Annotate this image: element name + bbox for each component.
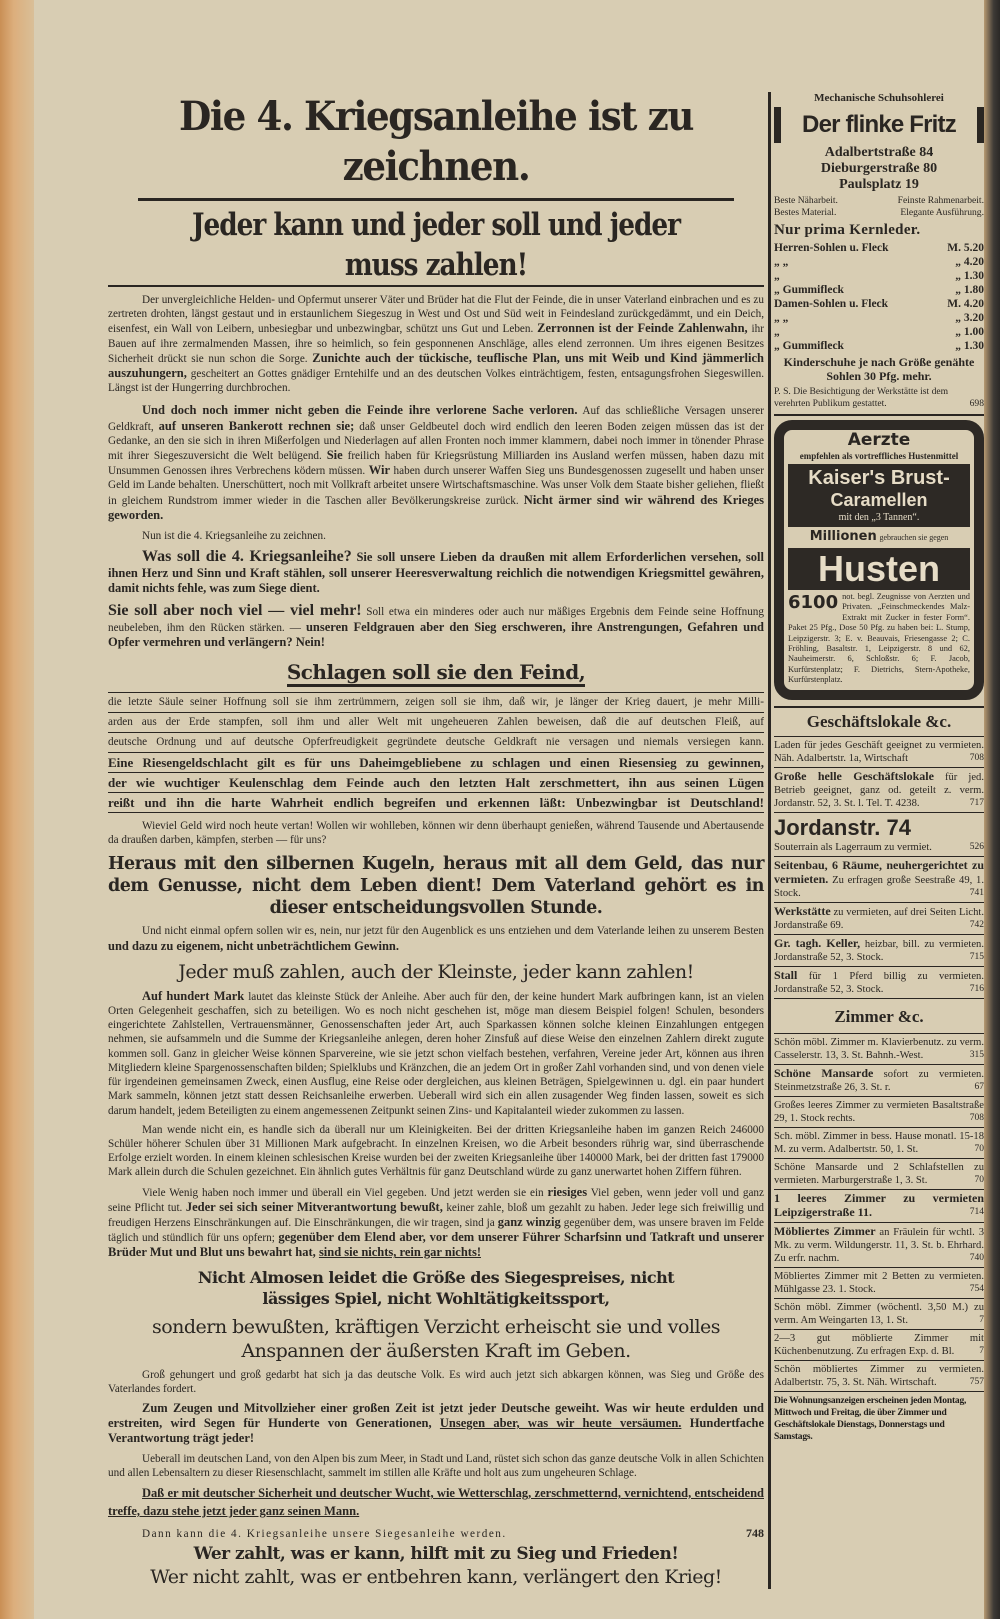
ad-code: 708 [969,752,984,763]
ad-text: für jed. Betrieb geeignet, ganz od. geteilt z. verm. Jordanstr. 52, 3. St. l. Tel. T. 4238. [774,771,984,809]
text-run: Jeder sei sich seiner Mitverantwortung bewußt, [185,1199,443,1214]
title-rule [138,198,734,201]
article-subtitle: Jeder kann und jeder soll und jeder muss zahlen! [192,207,680,283]
ad-text: Zu erfragen große Seestraße 49, 1. Stock. [774,874,984,899]
price-row [774,297,984,311]
ad-headline: Möbliertes Zimmer [774,1223,876,1238]
text-run: Sie soll unsere Lieben da draußen mit allem Erforderlichen versehen, soll ihnen Herz und Sinn und Kraft stählen, soll unserer Heeresverwaltung reichlich die notwendigen Kriegsmittel gewähren, damit nichts fehle, was zum Siege dient. [108,550,764,596]
classified-ad [774,1034,984,1065]
classified-ad [774,1159,984,1190]
ad-text: Souterrain als Lagerraum zu vermiet. [774,841,932,853]
paragraph-9 [108,1123,764,1180]
ad-headline: Große helle Geschäftslokale [774,768,934,783]
paragraph-13 [108,1452,764,1480]
closing-line-2: Wer nicht zahlt, was er entbehren kann, verlängert den Krieg! [150,1566,722,1589]
text-run: Und doch noch immer nicht geben die Feinde ihre verlorene Sache verloren. [142,403,578,418]
ad-flinke-fritz: Mechanische Schuhsohlerei Der flinke Fritz Adalbertstraße 84 Dieburgerstraße 80 Paulsplatz 19 Beste Näharbeit. Feinste Rahmenarbeit. Bestes Material. Elegante Ausführung. Nur prima Kernleder. Herren-Sohlen u. Fleck M. 5.20 „ „ „ 4.20 „ „ 1.30 „ Gummifleck „ 1.80 Damen-Sohlen u. Fleck M. 4.20 „ „ „ 3.20 „ „ 1.00 „ Gummifleck „ 1.30 Kinderschuhe je nach Größe genähte Sohlen 30 Pfg. mehr. P. S. Die Besichtigung der Werkstätte ist dem verehrten Publikum gestattet. 698 [774,92,984,416]
highlight-box [108,692,764,813]
text-run: ihr Bauen auf ihre zermalmenden Massen, ihre so heimlich, so fein gesponnenen Anschläge, alles elend zerronnen. Um ihres eigenen Besitzes Sicherheit drückt sie nun schon die Sorge. [108,323,764,365]
price-item: „ „ [774,256,789,268]
text-run: gegenüber dem, was unsere braven im Felde täglich und stündlich für uns opfern; [108,1216,764,1245]
paragraph-14 [108,1485,764,1521]
classified-ad [774,1128,984,1159]
ad-headline: Seitenbau, 6 Räume, neuhergerichtet zu vermieten. [774,857,984,886]
highlight-line: deutsche Ordnung und auf deutsche Opferfreudigkeit gegründete deutsche Geldkraft nie versagen und niemals versiegen kann. [108,733,764,753]
address-line: Adalbertstraße 84 [824,145,934,160]
paragraph-8 [108,989,764,1118]
text-run: Auf das schließliche Versagen unserer Geldkraft, [108,405,764,433]
ad-headline: 1 leeres Zimmer zu vermieten Leipzigerstraße 11. [774,1190,984,1219]
price-row [774,325,984,339]
classified-ad [774,903,984,935]
text-run: Was soll die 4. Kriegsanleihe? [142,548,352,566]
ad-code: 315 [969,1049,984,1060]
classified-ad [774,967,984,999]
ad-code: 67 [974,1081,984,1092]
highlight-line: arden aus der Erde stampfen, soll ihm und aller Welt mit ungeheueren Zahlen beweisen, daß die auf deutschen Fleiß, auf [108,713,764,733]
ad-code: 740 [969,1252,984,1263]
price-item: „ „ [774,312,789,324]
text-run: Zum Zeugen und Mitvollzieher einer großen Zeit ist jetzt jeder Deutsche geweiht. Was wir heute erdulden und erstreiten, wird Segen für Hunderte von Generationen, [108,1400,764,1431]
heading-jeder: Jeder muß zahlen, auch der Kleinste, jeder kann zahlen! [178,960,694,983]
paragraph-2 [108,403,764,523]
price-row [774,283,984,297]
price-item: „ Gummifleck [774,284,844,296]
column-divider [768,92,771,1589]
ad-code: 70 [974,1174,984,1185]
text-run: Hundertfache Verantwortung trägt jeder! [108,1416,764,1446]
ad-headline: Stall [774,967,798,982]
address-line: Paulsplatz 19 [839,177,919,192]
text-run: Soll etwa ein minderes oder auch nur mäßiges Ergebnis dem Feinde seine Hoffnung neubeleben, ihm den Rücken stärken. — [108,605,764,634]
page-number: 748 [746,1525,764,1540]
main-article [108,92,764,1589]
feature: Bestes Material. [774,207,837,218]
section-zimmer: Zimmer &c. Schön möbl. Zimmer m. Klavierbenutz. zu verm. Casselerstr. 13, 3. St. Bahnh.-West. 315 Schöne Mansarde sofort zu vermieten. Steinmetzstraße 26, 3. St. r. 67 Großes leeres Zimmer zu vermieten Basaltstraße 29, 1. Stock rechts. 708 Sch. möbl. Zimmer in bess. Hause monatl. 15-18 M. zu verm. Adalbertstr. 50, 1. St. 70 Schöne Mansarde und 2 Schlafstellen zu vermieten. Marburgerstraße 1, 3. St. 70 1 leeres Zimmer zu vermieten Leipzigerstraße 11. 714 Möbliertes Zimmer an Fräulein für wchtl. 3 Mk. zu verm. Wildungerstr. 11, 3. St. b. Ehrhard. Zu erfr. nachm. 740 Möbliertes Zimmer mit 2 Betten zu vermieten. Mühlgasse 23. 1. Stock. 754 Schön möbl. Zimmer (wöchentl. 3,50 M.) zu verm. Am Weingarten 13, 1. St. 7 2—3 gut möblierte Zimmer mit Küchenbenutzung. Zu erfragen Exp. d. Bl. 7 Schön möbliertes Zimmer zu vermieten. Adalbertstr. 75, 3. St. Näh. Wirtschaft. 757 Die Wohnungsanzeigen erscheinen jeden Montag, Mittwoch und Freitag, die über Zimmer und Geschäftslokale Dienstags, Donnerstags und Samstags. [774,1003,984,1443]
ad-kaiser-caramellen: Aerzte empfehlen als vortreffliches Hustenmittel Kaiser's Brust- Caramellen mit den „3 Tannen“. Millionen gebrauchen sie gegen Husten 6100 not. begl. Zeugnisse von Aerzten und Privaten. „Feinschmeckendes Malz-Extrakt mit Zucker in fester Form“. Paket 25 Pfg., Dose 50 Pfg. zu haben bei: L. Stump, Leipzigerstr. 3; E. v. Beauvais, Friesengasse 2; C. Fröhling, Basaltstr. 1, Leipzigerstr. 8 und 62, Nauheimerstr. 6, Schloßstr. 6; F. Jacob, Kurfürstenplatz; F. Dietrichs, Stern-Apotheke, Kurfürstenplatz. [774,420,984,700]
ad-headline: Werkstätte [774,903,831,918]
text-run: Und nicht einmal opfern sollen wir es, nein, nur jetzt für den Augenblick es uns entziehen und dem Vaterlande leihen zu unserem Besten [142,925,764,938]
ad-text: Schön möbl. Zimmer m. Klavierbenutz. zu verm. Casselerstr. 13, 3. St. Bahnh.-West. [774,1036,984,1061]
text-run: freilich haben für Kriegsrüstung Milliarden ins Ausland werfen müssen, haben dazu mit Unsummen Genossen ihres Verbrechens ködern müssen. [108,450,765,478]
article-title: Die 4. Kriegsanleihe ist zu zeichnen. [179,93,693,190]
text-run: Auf hundert Mark [142,988,245,1003]
text-run: Daß er mit deutscher Sicherheit und deutscher Wucht, wie Wetterschlag, zerschmetternd, vernichtend, entscheidend treffe, dazu stehe jetzt jeder ganz seinen Mann. [108,1485,764,1518]
ad-text: sofort zu vermieten. Steinmetzstraße 26, 3. St. r. [774,1068,984,1093]
text-run: daß unser Geldbeutel doch wird endlich den leeren Boden zeigen müssen das ist der Gedanke, an den sie sich in ihren Mißerfolgen und Niederlagen auf allen Fronten noch immer klammern, dabei noch immer in tönender Phrase mit ihrer Siegeszuversicht die Welt belügend. [108,420,764,463]
subtitle-rule [108,285,764,287]
section-geschaeftslokale: Geschäftslokale &c. Laden für jedes Geschäft geeignet zu vermieten. Näh. Adalbertstr. 1a, Wirtschaft 708 Große helle Geschäftslokale für jed. Betrieb geeignet, ganz od. geteilt z. verm. Jordanstr. 52, 3. St. l. Tel. T. 4238. 717 Jordanstr. 74 Souterrain als Lagerraum zu vermiet. 526 Seitenbau, 6 Räume, neuhergerichtet zu vermieten. Zu erfragen große Seestraße 49, 1. Stock. 741 Werkstätte zu vermieten, auf drei Seiten Licht. Jordanstraße 69. 742 Gr. tagh. Keller, heizbar, bill. zu vermieten. Jordanstraße 52, 3. Stock. 715 Stall für 1 Pferd billig zu vermieten. Jordanstraße 52, 3. Stock. 716 [774,706,984,999]
heading-heraus: Heraus mit den silbernen Kugeln, heraus mit all dem Geld, das nur dem Genusse, nicht dem Leben dient! Dem Vaterland gehört es in dieser entscheidungsvollen Stunde. [108,854,764,919]
text-run: ganz winzig [497,1214,561,1229]
text-run: Wir [368,463,390,478]
text-run: Zunichte auch der tückische, teuflische Plan, uns mit Weib und Kind jämmerlich auszuhungern, [108,350,764,381]
text-run: Groß gehungert und groß gedarbt hat sich ja das deutsche Volk. Es wird auch jetzt sich abkargen können, was Sieg und Größe des Vaterlandes fordert. [108,1368,764,1395]
price-value: „ 1.00 [955,326,984,338]
feature: Feinste Rahmenarbeit. [897,195,984,206]
text-run: Wieviel Geld wird noch heute vertan! Wollen wir wohlleben, können wir denn überhaupt genießen, während Tausende und Abertausende da draußen darben, kämpfen, sterben — für uns? [108,820,764,847]
text-run: haben durch unserer Waffen Sieg uns Bundesgenossen zugesellt und haben unser Geld im Lande behalten. Unerschüttert, noch mit Vollkraft arbeitet unsere Wirtschaftsmaschine. Was unser Volk dem Staate bisher geliehen, fließt in gleichem Rundstrom immer wieder in die Taschen aller Bevölkerungskreise zurück. [108,465,764,507]
text-run: und dazu zu eigenem, nicht unbeträchtlichem Gewinn. [108,938,399,953]
ad-text: Möbliertes Zimmer mit 2 Betten zu vermieten. Mühlgasse 23. 1. Stock. [774,1270,984,1295]
ad-text: Schöne Mansarde und 2 Schlafstellen zu vermieten. Marburgerstraße 1, 3. St. [774,1161,984,1186]
feature: Elegante Ausführung. [900,207,984,218]
ad-headline: Gr. tagh. Keller, [774,935,861,950]
price-value: „ 1.30 [955,340,984,352]
text-run: Nicht ärmer sind wir während des Krieges geworden. [108,492,764,522]
paragraph-10 [108,1185,764,1261]
paragraph-12 [108,1401,764,1447]
feature-row [774,195,984,207]
heading-almosen: Nicht Almosen leidet die Größe des Siegespreises, nicht lässiges Spiel, nicht Wohltätigkeitssport, [197,1267,675,1308]
price-value: M. 4.20 [947,298,984,310]
price-row [774,339,984,353]
classified-ad [774,1065,984,1097]
classified-ad [774,1190,984,1223]
text-run: Viel geben, wenn jeder voll und ganz seine Pflicht tut. [108,1186,764,1214]
text-run: Dann kann die 4. Kriegsanleihe unsere Siegesanleihe werden. [142,1527,507,1540]
text-run: Viele Wenig haben noch immer und überall ein Viel gegeben. Und jetzt werden sie ein [142,1186,548,1199]
price-item: „ Gummifleck [774,340,844,352]
text-run: Sie [326,448,343,463]
classified-ad [774,768,984,813]
paragraph-4 [108,548,764,596]
price-value: M. 5.20 [947,242,984,254]
classified-ad [774,857,984,903]
price-value: „ 3.20 [955,312,984,324]
ad-code: 754 [969,1283,984,1294]
price-item: Damen-Sohlen u. Fleck [774,298,889,310]
highlight-line: die letzte Säule seiner Hoffnung soll sie ihm zertrümmern, zeigen soll sie ihm, daß wir, je länger der Krieg dauert, je mehr Milli- [108,692,764,713]
ad-text: Schön möbliertes Zimmer zu vermieten. Adalbertstr. 75, 3. St. Näh. Wirtschaft. [774,1363,984,1388]
ad-text: an Fräulein für wchtl. 3 Mk. zu verm. Wildungerstr. 11, 3. St. b. Ehrhard. Zu erfr. nachm. [774,1226,984,1264]
text-run: gegenüber dem Elend aber, vor dem unserer Führer Scharfsinn und Tatkraft und unserer Brüder Mut und Blut uns bewahrt hat, [108,1230,764,1260]
classified-ad [774,737,984,768]
price-row [774,241,984,255]
text-run: Zerronnen ist der Feinde Zahlenwahn, [537,321,748,336]
text-run: sind sie nichts, rein gar nichts! [318,1245,481,1260]
highlight-line: reißt und ihn die harte Wahrheit endlich begreifen und erkennen läßt: Unbezwingbar ist Deutschland! [108,793,764,813]
classified-ad [774,935,984,967]
ad-code: 716 [969,983,984,994]
ad-code: 714 [969,1206,984,1217]
paragraph-3 [108,529,764,543]
ad-headline: Schöne Mansarde [774,1065,874,1080]
ad-code: 708 [969,1112,984,1123]
address-line: Dieburgerstraße 80 [820,161,938,176]
text-run: Der unvergleichliche Helden- und Opfermut unserer Väter und Brüder hat die Flut der Feinde, die in unser Vaterland einbrachen und es zu zertreten drohten, längst gestaut und in erstaunlichem Siegeszug in West und Ost und Süd weit in Feindesland zurückgedämmt, und ein Deich, eisenfest, ein Wall von Leibern, unbesiegbar und unbezwingbar, schützt uns Gut und Leben. [108,294,764,336]
price-item: „ [774,326,780,338]
heading-schlagen: Schlagen soll sie den Feind, [108,658,764,686]
ad-code: 717 [969,797,984,808]
ad-text: Sch. möbl. Zimmer in bess. Hause monatl. 15-18 M. zu verm. Adalbertstr. 50, 1. St. [774,1130,984,1155]
ad-code: 70 [974,1143,984,1154]
feature: Beste Näharbeit. [774,195,838,206]
price-value: „ 4.20 [955,256,984,268]
ad-text: 2—3 gut möblierte Zimmer mit Küchenbenutzung. Zu erfragen Exp. d. Bl. [774,1332,984,1357]
ad-code: 757 [969,1376,984,1387]
notice: Die Wohnungsanzeigen erscheinen jeden Montag, Mittwoch und Freitag, die über Zimmer und Geschäftslokale Dienstags, Donnerstags und Samstags. [774,1395,967,1442]
paragraph-11 [108,1368,764,1396]
paragraph-7 [108,924,764,953]
text-run: gescheitert an Gottes gnädiger Erntehilfe und an des deutschen Volkes einträchtigem, festen, entsagungsfrohen Siegeswillen. Längst ist der Hungerring durchbrochen. [108,368,764,395]
price-row [774,269,984,283]
text-run: auf unseren Bankerott rechnen sie; [158,418,355,433]
text-run: Unsegen aber, was wir heute versäumen. [439,1416,682,1431]
paragraph-15 [108,1527,507,1541]
classified-ad [774,1223,984,1268]
ad-code: 742 [969,919,984,930]
classified-ad [774,1268,984,1299]
feature-row [774,207,984,219]
ad-text: Schön möbl. Zimmer (wöchentl. 3,50 M.) zu verm. Am Weingarten 13, 1. St. [774,1301,984,1326]
ad-code: 715 [969,951,984,962]
ad-code: 7 [979,1314,984,1325]
heading-verzicht: sondern bewußten, kräftigen Verzicht erheischt sie und volles Anspannen der äußersten Kraft im Geben. [151,1315,721,1362]
ad-text: für 1 Pferd billig zu vermieten. Jordanstraße 52, 3. Stock. [774,970,984,995]
text-run: unseren Feldgrauen aber den Sieg erschweren, ihre Anstrengungen, Gefahren und Opfer vermehren und verlängern? Nein! [108,619,764,649]
classified-ad [774,1097,984,1128]
price-item: Herren-Sohlen u. Fleck [774,242,889,254]
paragraph-5 [108,602,764,650]
highlight-line: Eine Riesengeldschlacht gilt es für uns Daheimgebliebene zu schlagen und einen Riesensieg zu gewinnen, [108,753,764,773]
text-run: Nun ist die 4. Kriegsanleihe zu zeichnen. [142,530,326,543]
classified-ad [774,813,984,857]
ad-code: 7 [979,1345,984,1356]
classified-ad [774,1361,984,1392]
paragraph-1 [108,293,764,395]
classified-ad [774,1299,984,1330]
price-value: „ 1.30 [955,270,984,282]
highlight-line: der wie wuchtiger Keulenschlag dem Feinde auch den letzten Halt zerschmettert, ihn aus seinen Lügen [108,773,764,793]
brand-name: Der flinke Fritz [802,111,956,138]
ad-code: 741 [969,887,984,898]
text-run: Man wende nicht ein, es handle sich da überall nur um Kleinigkeiten. Bei der dritten Kriegsanleihe haben im ganzen Reich 246000 Schüler höherer Schulen über 31 Millionen Mark aufgebracht. In einzelnen Kreisen, wo die Arbeit besonders rührig war, sind überraschende Erfolge erzielt worden. In einem kleinen schlesischen Kreise wurden bei der zweiten Kriegsanleihe über 140000 Mark, bei der dritten fast 179000 Mark allein durch die Schulen gezeichnet. Ein ähnlich gutes Verhältnis für ganz Deutschland würde zu ganz unerwartet hohen Ziffern führen. [108,1123,764,1179]
price-row [774,311,984,325]
text-run: Ueberall im deutschen Land, von den Alpen bis zum Meer, in Stadt und Land, rüstet sich schon das ganze deutsche Volk in allen Schichten und allen Lebensaltern zu dieser Riesenschlacht, sammelt im stillen alle Kräfte und holt aus zum ungeheuren Schlage. [108,1452,764,1479]
text-run: riesiges [547,1184,588,1199]
text-run: Sie soll aber noch viel — viel mehr! [108,601,362,619]
price-row [774,255,984,269]
ad-headline: Jordanstr. 74 [774,814,911,840]
price-item: „ [774,270,780,282]
ad-text: Laden für jedes Geschäft geeignet zu vermieten. Näh. Adalbertstr. 1a, Wirtschaft [774,739,984,764]
paragraph-6 [108,819,764,847]
advertisement-column [774,92,984,1443]
ad-code: 526 [969,841,984,852]
ad-text: Großes leeres Zimmer zu vermieten Basaltstraße 29, 1. Stock rechts. [774,1099,984,1124]
text-run: keiner zahle, bloß um gezahlt zu haben. Jeder lege sich freiwillig und freudigen Herzens Einschränkungen auf. Die Einschränkungen, die wir tragen, sind ja [108,1201,765,1229]
ad-text: zu vermieten, auf drei Seiten Licht. Jordanstraße 69. [774,906,984,931]
price-value: „ 1.80 [955,284,984,296]
closing-line-1: Wer zahlt, was er kann, hilft mit zu Sieg und Frieden! [193,1544,679,1565]
text-run: lautet das kleinste Stück der Anleihe. Aber auch für den, der keine hundert Mark aufbringen kann, ist an vielen Orten Gelegenheit geschaffen, sich zu beteiligen. Wo es noch nicht geschehen ist, möge man diesem Beispiel folgen! Schulen, besonders eingerichtete Zahlstellen, Vertrauensmänner, Genossenschaften jeder Art, auch Sparkassen können solche kleinen Einzahlungen entgegen nehmen, sie aufsammeln und die Summe der Kriegsanleihe anlegen, deren hoher Zinsfuß auf diese Weise den einzelnen Zahlern direkt zugute kommen soll. Ganz in gleicher Weise können Sparvereine, wie sie jetzt schon vielfach bestehen, verfahren, Vereine jeder Art, können aus ihren Mitgliedern kleine Spargenossenschaften bilden; Spielklubs und Kränzchen, die an jedem Ort in großer Zahl vorhanden sind, und von denen viele für irgendeinen gemeinsamen Zweck, einen Ausflug, eine Reise oder dergleichen, aus kleinen Beträgen, Spielgewinnen u. dgl. ein paar hundert Mark sammeln, können jetzt statt dessen Reichsanleihe erwerben. Ueberall wird sich ein allen zusagender Weg finden lassen, soweit es sich darum handelt, jedem Beteiligten zu einem angemessenen Zeitpunkt seinen Zins- und Kapitalanteil wieder zukommen zu lassen. [108,990,764,1117]
ad-text: heizbar, bill. zu vermieten. Jordanstraße 52, 3. Stock. [774,938,985,963]
classified-ad [774,1330,984,1361]
